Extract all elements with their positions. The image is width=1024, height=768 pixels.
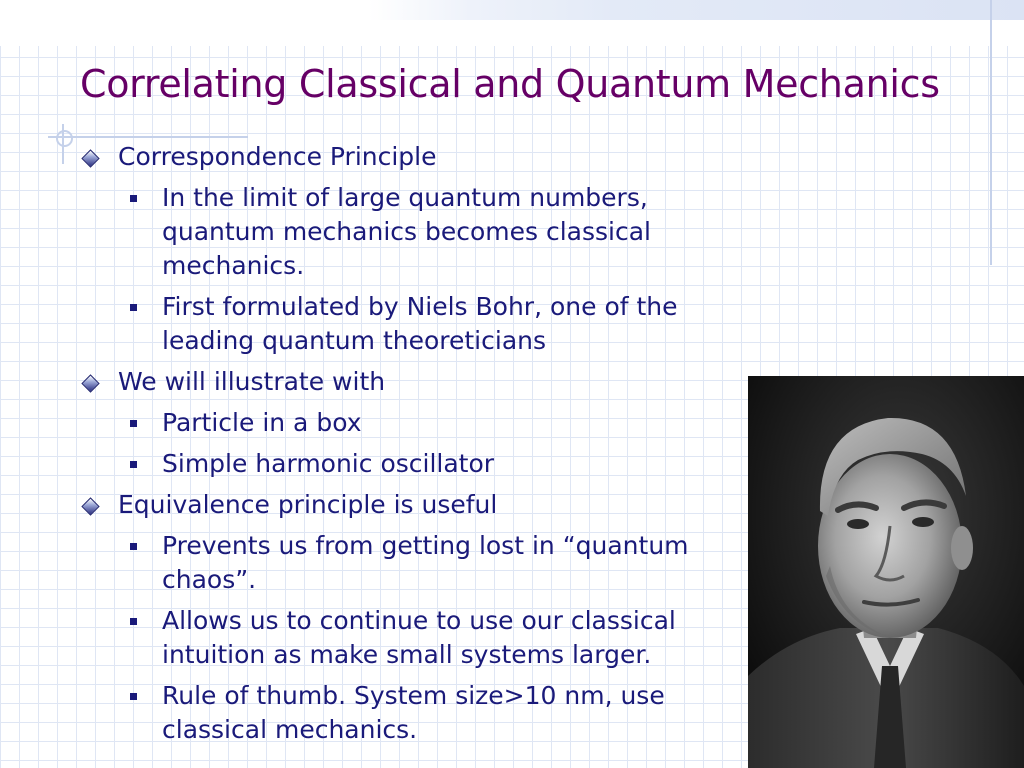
sub-bullet-particle-in-a-box (82, 406, 752, 440)
crosshair-circle (56, 130, 73, 147)
sub-bullet-quantum-chaos (82, 529, 752, 597)
vertical-guide-line (990, 0, 992, 265)
square-bullet-icon (130, 461, 137, 468)
square-bullet-icon (130, 420, 137, 427)
bullet-equivalence-principle (82, 488, 752, 522)
sub-bullet-text: First formulated by Niels Bohr, one of the leading quantum theoreticians (162, 292, 678, 355)
sub-bullet-niels-bohr (82, 290, 752, 358)
sub-bullet-text: Simple harmonic oscillator (162, 449, 495, 478)
slide-title: Correlating Classical and Quantum Mechanics (80, 62, 940, 106)
sub-bullet-text: Rule of thumb. System size>10 nm, use classical mechanics. (162, 681, 665, 744)
sub-bullet-large-quantum-numbers (82, 181, 752, 283)
square-bullet-icon (130, 618, 137, 625)
horizontal-guide-line (48, 136, 248, 138)
diamond-bullet-icon (81, 374, 99, 392)
sub-bullet-classical-intuition (82, 604, 752, 672)
bullet-text: Correspondence Principle (118, 142, 437, 171)
square-bullet-icon (130, 693, 137, 700)
bullet-correspondence-principle (82, 140, 752, 174)
slide-content (82, 140, 752, 754)
square-bullet-icon (130, 543, 137, 550)
sub-bullet-text: Prevents us from getting lost in “quantum chaos”. (162, 531, 689, 594)
niels-bohr-portrait (748, 376, 1024, 768)
sub-bullet-rule-of-thumb (82, 679, 752, 747)
square-bullet-icon (130, 304, 137, 311)
diamond-bullet-icon (81, 497, 99, 515)
sub-bullet-text: Allows us to continue to use our classical intuition as make small systems larger. (162, 606, 676, 669)
diamond-bullet-icon (81, 149, 99, 167)
bullet-text: Equivalence principle is useful (118, 490, 498, 519)
bullet-illustrate-with (82, 365, 752, 399)
top-gradient-band (0, 0, 1024, 20)
bullet-text: We will illustrate with (118, 367, 386, 396)
sub-bullet-harmonic-oscillator (82, 447, 752, 481)
sub-bullet-text: In the limit of large quantum numbers, quantum mechanics becomes classical mechanics. (162, 183, 651, 280)
square-bullet-icon (130, 195, 137, 202)
sub-bullet-text: Particle in a box (162, 408, 362, 437)
